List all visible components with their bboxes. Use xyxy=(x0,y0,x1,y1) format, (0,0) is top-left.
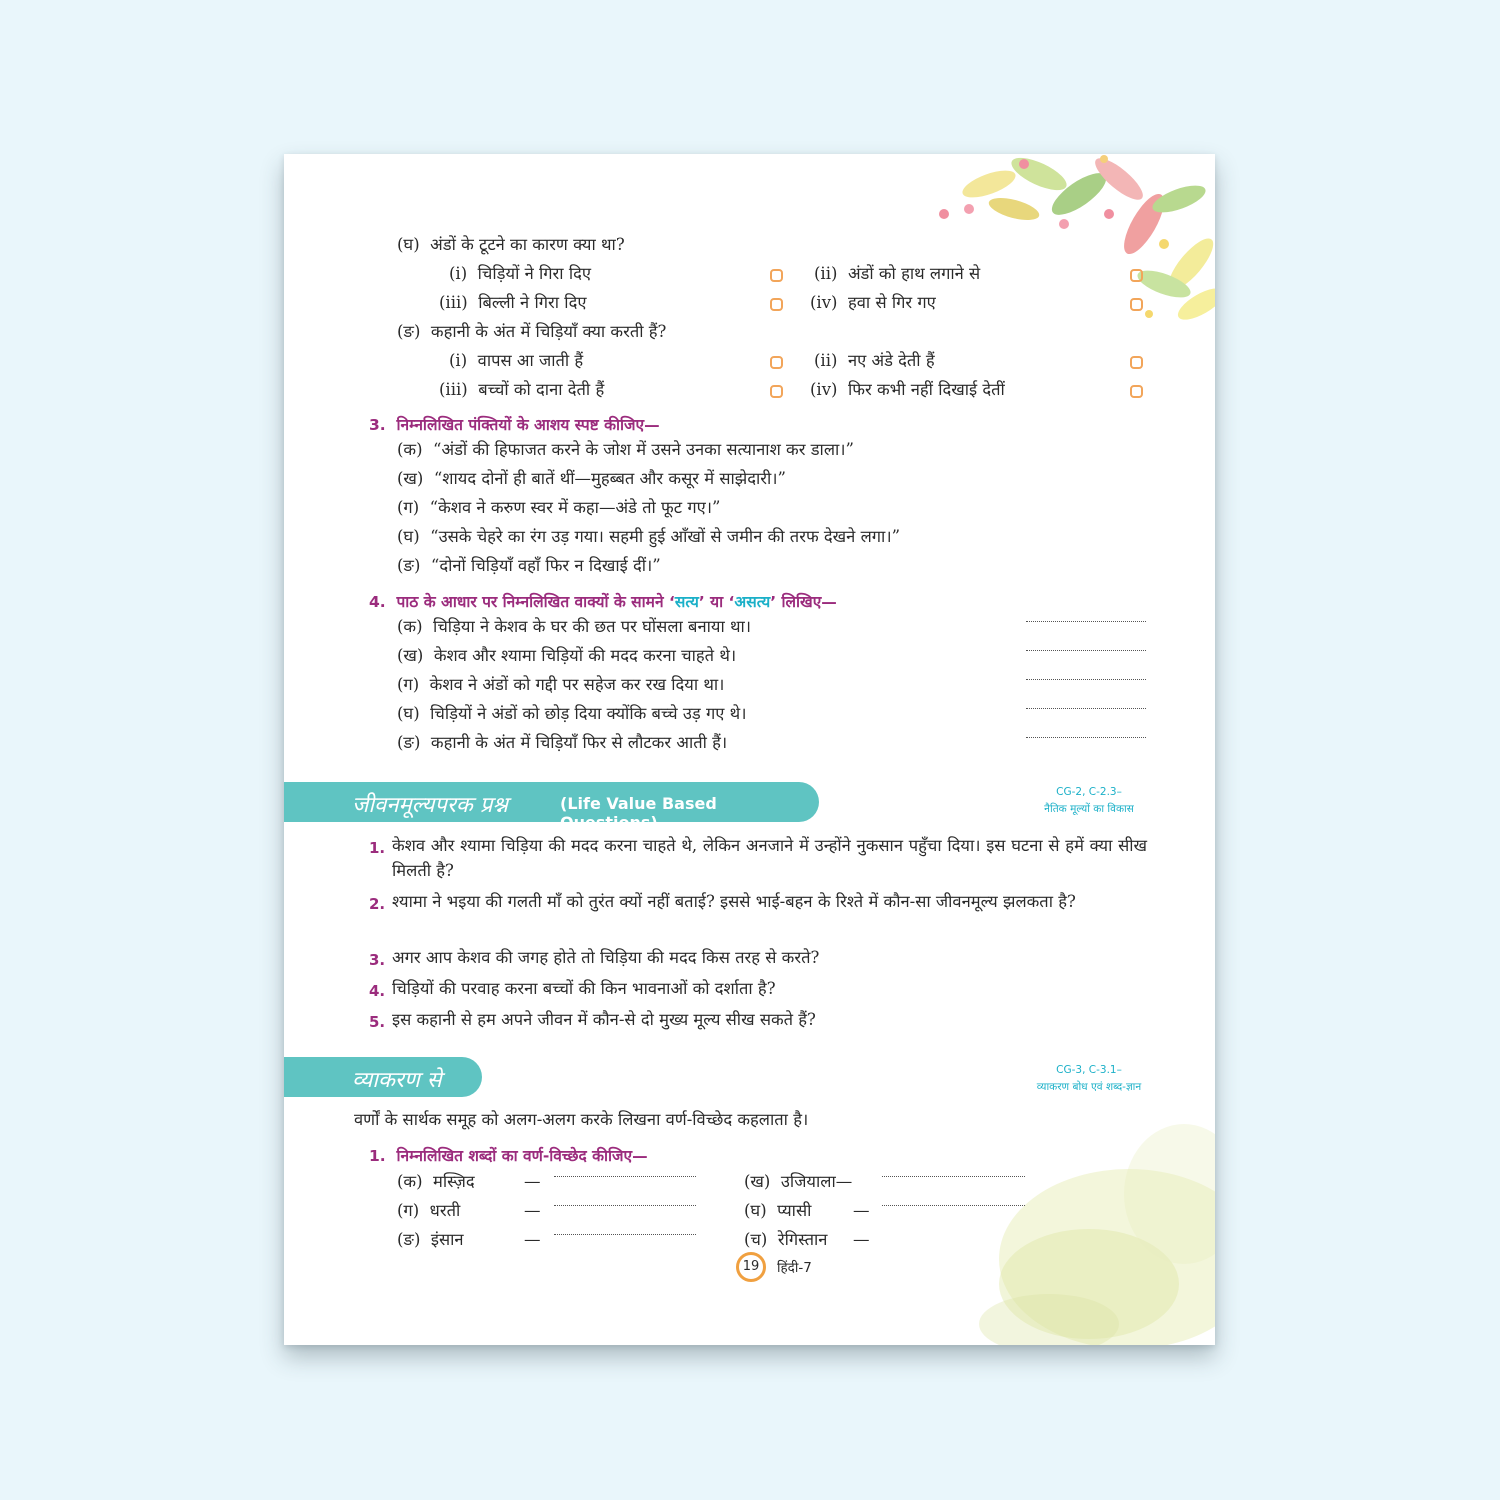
list-item xyxy=(397,646,736,666)
list-item xyxy=(397,733,727,753)
question-text: अंडों के टूटने का कारण क्या था? xyxy=(430,235,625,254)
option-number: (ii) xyxy=(814,264,838,283)
word: उजियाला xyxy=(780,1172,836,1191)
answer-line[interactable] xyxy=(554,1205,696,1206)
question-number: 1. xyxy=(369,839,386,857)
question-heading xyxy=(369,413,660,435)
question-text: श्यामा ने भइया की गलती माँ को तुरंत क्यों नहीं बताई? इससे भाई-बहन के रिश्ते में कौन-सा जीवनमूल्य झलकता है? xyxy=(392,892,1076,911)
question-number: 3. xyxy=(369,951,386,969)
item-label: (ग) xyxy=(397,1201,420,1220)
word-item xyxy=(744,1172,852,1192)
item-text: केशव ने अंडों को गद्दी पर सहेज कर रख दिया था। xyxy=(429,675,725,694)
item-text: “दोनों चिड़ियाँ वहाँ फिर न दिखाई दीं।” xyxy=(430,556,661,575)
item-label: (क) xyxy=(397,1172,423,1191)
dash: — xyxy=(853,1230,870,1249)
question-number: 2. xyxy=(369,895,386,913)
question-text: केशव और श्यामा चिड़िया की मदद करना चाहते थे, लेकिन अनजाने में उन्होंने नुकसान पहुँचा दिया। इस घटना से हमें क्या सीख मिलती है? xyxy=(392,836,1147,880)
banner-title-hindi: जीवनमूल्यपरक प्रश्न xyxy=(352,793,508,818)
answer-line[interactable] xyxy=(1026,737,1146,738)
page-number: 19 xyxy=(736,1252,766,1282)
item-label: (ख) xyxy=(397,469,424,488)
word: रेगिस्तान xyxy=(777,1230,828,1249)
item-label: (ग) xyxy=(397,498,420,517)
question-text: इस कहानी से हम अपने जीवन में कौन-से दो मुख्य मूल्य सीख सकते हैं? xyxy=(392,1010,816,1029)
watercolor-decoration xyxy=(939,1084,1215,1345)
answer-line[interactable] xyxy=(1026,679,1146,680)
item-label: (ङ) xyxy=(397,733,421,752)
workbook-page xyxy=(284,154,1215,1345)
item-label: (क) xyxy=(397,617,423,636)
item-text: “केशव ने करुण स्वर में कहा—अंडे तो फूट गए।” xyxy=(429,498,721,517)
question-number: 3. xyxy=(369,416,386,434)
option-text: चिड़ियों ने गिरा दिए xyxy=(477,264,591,283)
list-item xyxy=(397,440,854,460)
item-text: केशव और श्यामा चिड़ियों की मदद करना चाहते थे। xyxy=(433,646,737,665)
cg-text: व्याकरण बोध एवं शब्द-ज्ञान xyxy=(1036,1081,1142,1093)
question-title: निम्नलिखित पंक्तियों के आशय स्पष्ट कीजिए— xyxy=(396,416,660,434)
list-item xyxy=(397,617,751,637)
cg-code: CG-3, C-3.1– xyxy=(1056,1064,1122,1076)
answer-line[interactable] xyxy=(554,1176,696,1177)
answer-checkbox[interactable] xyxy=(1130,385,1143,398)
answer-checkbox[interactable] xyxy=(770,298,783,311)
answer-checkbox[interactable] xyxy=(1130,298,1143,311)
list-item xyxy=(397,675,724,695)
option-label: (घ) xyxy=(397,235,420,254)
item-text: कहानी के अंत में चिड़ियाँ फिर से लौटकर आती हैं। xyxy=(430,733,728,752)
item-label: (ख) xyxy=(397,646,424,665)
item-label: (घ) xyxy=(744,1201,767,1220)
banner-title: व्याकरण से xyxy=(352,1068,442,1093)
question-title: निम्नलिखित शब्दों का वर्ण-विच्छेद कीजिए— xyxy=(396,1147,648,1165)
item-label: (ङ) xyxy=(397,1230,421,1249)
answer-checkbox[interactable] xyxy=(770,269,783,282)
answer-checkbox[interactable] xyxy=(1130,269,1143,282)
list-item xyxy=(397,704,746,724)
list-item xyxy=(397,556,661,576)
item-label: (क) xyxy=(397,440,423,459)
question-number: 4. xyxy=(369,593,386,611)
word-item xyxy=(744,1230,827,1250)
question-text: कहानी के अंत में चिड़ियाँ क्या करती हैं? xyxy=(430,322,667,341)
dash: — xyxy=(524,1172,541,1191)
word: धरती xyxy=(429,1201,461,1220)
option-text: वापस आ जाती हैं xyxy=(477,351,584,370)
dash: — xyxy=(524,1201,541,1220)
answer-checkbox[interactable] xyxy=(770,385,783,398)
dash: — xyxy=(524,1230,541,1249)
word: इंसान xyxy=(430,1230,464,1249)
answer-line[interactable] xyxy=(1026,650,1146,651)
option-number: (ii) xyxy=(814,351,838,370)
curriculum-tag xyxy=(1019,784,1159,818)
answer-checkbox[interactable] xyxy=(1130,356,1143,369)
question-text: चिड़ियों की परवाह करना बच्चों की किन भावनाओं को दर्शाता है? xyxy=(392,979,776,998)
answer-line[interactable] xyxy=(1026,708,1146,709)
item-label: (ङ) xyxy=(397,556,421,575)
item-label: (च) xyxy=(744,1230,768,1249)
item-label: (ख) xyxy=(744,1172,771,1191)
question-title: ’ लिखिए— xyxy=(770,593,837,611)
item-text: “शायद दोनों ही बातें थीं—मुहब्बत और कसूर में साझेदारी।” xyxy=(433,469,786,488)
option-text: फिर कभी नहीं दिखाई देतीं xyxy=(847,380,1005,399)
list-item xyxy=(397,527,900,547)
dash: — xyxy=(835,1172,853,1191)
item-text: “अंडों की हिफाजत करने के जोश में उसने उनका सत्यानाश कर डाला।” xyxy=(433,440,854,459)
option-text: बिल्ली ने गिरा दिए xyxy=(478,293,587,312)
word: प्यासी xyxy=(777,1201,812,1220)
floral-decoration xyxy=(929,154,1215,334)
true-word: सत्य xyxy=(674,593,699,611)
word-item xyxy=(744,1201,811,1221)
word: मस्ज़िद xyxy=(433,1172,475,1191)
question-number: 4. xyxy=(369,982,386,1000)
question-text: अगर आप केशव की जगह होते तो चिड़िया की मदद किस तरह से करते? xyxy=(392,948,820,967)
question-heading xyxy=(369,1144,648,1166)
answer-line[interactable] xyxy=(882,1176,1025,1177)
question-title: पाठ के आधार पर निम्नलिखित वाक्यों के सामने ‘ xyxy=(396,593,675,611)
option-label: (ङ) xyxy=(397,322,421,341)
word-item xyxy=(397,1172,475,1192)
life-values-banner xyxy=(284,782,819,832)
answer-checkbox[interactable] xyxy=(770,356,783,369)
word-item xyxy=(397,1230,464,1250)
option-text: अंडों को हाथ लगाने से xyxy=(847,264,981,283)
item-label: (घ) xyxy=(397,704,420,723)
word-item xyxy=(397,1201,460,1221)
question-heading xyxy=(369,590,837,612)
grammar-intro: वर्णों के सार्थक समूह को अलग-अलग करके लिखना वर्ण-विच्छेद कहलाता है। xyxy=(354,1110,809,1129)
option-number: (i) xyxy=(449,264,468,283)
question-number: 1. xyxy=(369,1147,386,1165)
banner-title-english: (Life Value Based Questions) xyxy=(560,794,717,832)
answer-line[interactable] xyxy=(882,1205,1025,1206)
option-number: (iii) xyxy=(439,380,468,399)
list-item xyxy=(397,498,720,518)
false-word: असत्य xyxy=(734,593,771,611)
dash: — xyxy=(853,1201,870,1220)
question-number: 5. xyxy=(369,1013,386,1031)
list-item xyxy=(397,469,786,489)
option-text: बच्चों को दाना देती हैं xyxy=(478,380,605,399)
answer-line[interactable] xyxy=(554,1234,696,1235)
item-text: चिड़ियों ने अंडों को छोड़ दिया क्योंकि बच्चे उड़ गए थे। xyxy=(430,704,747,723)
option-text: नए अंडे देती हैं xyxy=(847,351,935,370)
curriculum-tag xyxy=(1004,1062,1174,1096)
cg-text: नैतिक मूल्यों का विकास xyxy=(1044,803,1134,815)
option-number: (i) xyxy=(449,351,468,370)
item-label: (घ) xyxy=(397,527,420,546)
option-number: (iv) xyxy=(810,380,838,399)
option-number: (iv) xyxy=(810,293,838,312)
item-label: (ग) xyxy=(397,675,420,694)
option-number: (iii) xyxy=(439,293,468,312)
grammar-banner xyxy=(284,1057,482,1097)
book-title: हिंदी-7 xyxy=(777,1260,812,1276)
item-text: “उसके चेहरे का रंग उड़ गया। सहमी हुई आँखों से जमीन की तरफ देखने लगा।” xyxy=(430,527,901,546)
cg-code: CG-2, C-2.3– xyxy=(1056,786,1122,798)
question-title: ’ या ‘ xyxy=(698,593,735,611)
answer-line[interactable] xyxy=(1026,621,1146,622)
item-text: चिड़िया ने केशव के घर की छत पर घोंसला बनाया था। xyxy=(433,617,752,636)
option-text: हवा से गिर गए xyxy=(847,293,936,312)
